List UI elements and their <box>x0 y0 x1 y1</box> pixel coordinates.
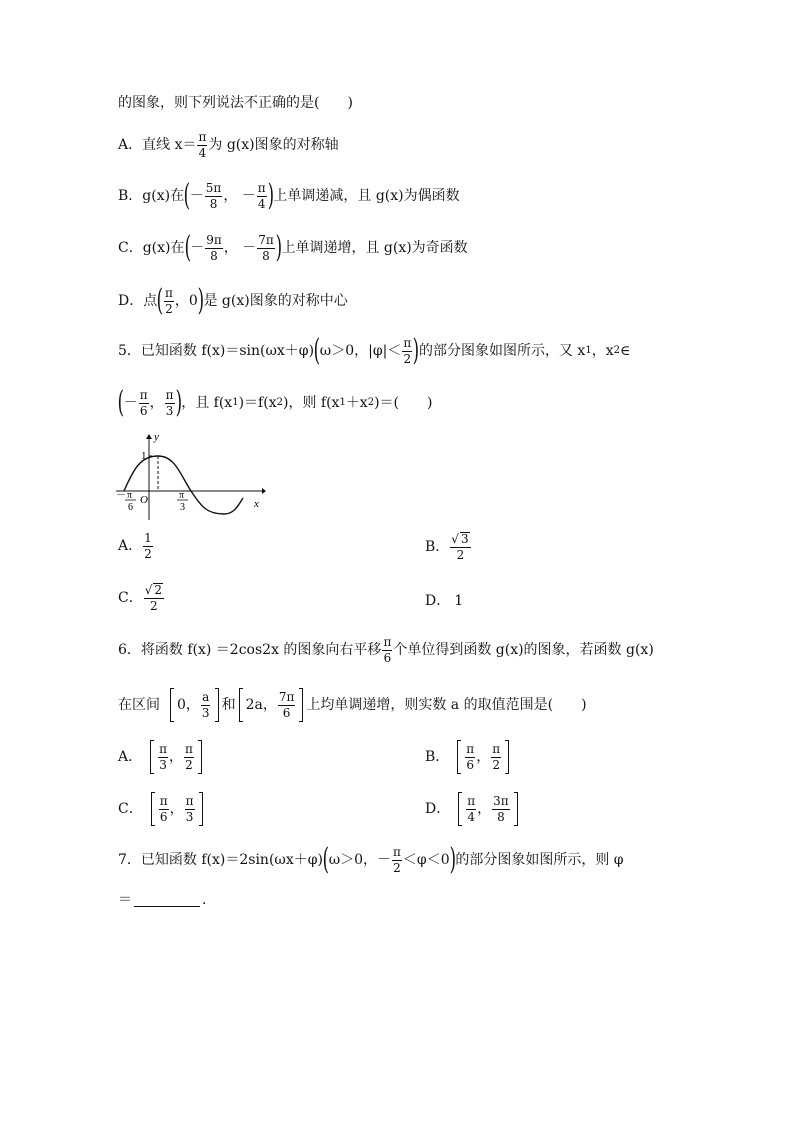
q4-option-a: A． 直线 x＝ $\frac{\pi}{4}$ 为 g(x)图象的对称轴 <box>118 130 339 160</box>
x-axis-arrow <box>262 488 266 494</box>
q5-option-a: A． $\frac{1}{2}$ <box>118 531 152 561</box>
q6-option-d: D． $\frac{\pi}{4}$ ， $\frac{3\pi}{8}$ <box>425 792 521 826</box>
q6-option-c: C． $\frac{\pi}{6}$ ， $\frac{\pi}{3}$ <box>118 792 206 826</box>
q5-option-b: B． $\frac{√ 3}{2}$ <box>425 532 469 562</box>
q5-stem-continued: ( － $\frac{\pi}{6}$ ， $\frac{\pi}{3}$ ) ，且 f(x 1 )＝f(x 2 )，则 f(x 1 ＋x 2 )＝( ) <box>117 385 433 420</box>
x-tick-neg-den: 6 <box>128 502 133 513</box>
q5-stem: 5．已知函数 f(x)＝sin(ωx＋φ) ( ω＞0，|φ|＜ $\frac{\pi}{2}$ ) 的部分图象如图所示，又 x 1 ，x 2 ∈ <box>118 333 631 368</box>
y-tick-1: 1 <box>141 450 147 462</box>
q6-option-b: B． $\frac{\pi}{6}$ ， $\frac{\pi}{2}$ <box>425 740 512 774</box>
x-tick-pi: π <box>179 490 185 501</box>
q7-answer-line: ＝ . <box>118 892 207 908</box>
x-tick-pi-den: 3 <box>180 502 185 513</box>
y-axis-label: y <box>154 432 159 443</box>
fraction: $\frac{\pi}{4}$ <box>198 130 207 160</box>
q4-option-d: D． 点 ( $\frac{\pi}{2}$ ，0 ) 是 g(x)图象的对称中心 <box>118 283 348 318</box>
answer-blank[interactable] <box>134 894 200 907</box>
q4-option-c: C． g(x)在 ( － $\frac{9\pi}{8}$ ， － $\frac{7\pi}{8}$ ) 上单调递增，且 g(x)为奇函数 <box>118 230 468 265</box>
x-axis-label: x <box>254 498 259 510</box>
q4-option-b: B． g(x)在 ( － $\frac{5\pi}{8}$ ， － $\frac{\pi}{4}$ ) 上单调递减，且 g(x)为偶函数 <box>118 178 460 213</box>
y-axis-arrow <box>146 434 152 439</box>
q5-option-c: C． $\frac{√ 2}{2}$ <box>118 583 163 613</box>
sine-graph-figure <box>116 432 266 522</box>
q5-option-d: D． 1 <box>425 593 464 609</box>
origin-label: O <box>140 494 148 506</box>
q6-stem: 6．将函数 f(x) ＝2cos2x 的图象向右平移 $\frac{\pi}{6}$ 个单位得到函数 g(x)的图象，若函数 g(x) <box>118 635 654 665</box>
q7-stem: 7．已知函数 f(x)＝2sin(ωx＋φ) ( ω＞0，－ $\frac{\pi}{2}$ ＜φ＜0 ) 的部分图象如图所示，则 φ <box>118 842 624 877</box>
x-tick-neg-pi: π <box>127 490 133 501</box>
q6-option-a: A． $\frac{\pi}{3}$ ， $\frac{\pi}{2}$ <box>118 740 205 774</box>
q4-intro: 的图象，则下列说法不正确的是( ) <box>118 95 353 111</box>
q6-stem-continued: 在区间 0， $\frac{a}{3}$ 和 2a， $\frac{7\pi}{6}$ 上均单调递增，则实数 a 的取值范围是( ) <box>118 688 587 722</box>
neg-sign: － <box>116 490 126 501</box>
